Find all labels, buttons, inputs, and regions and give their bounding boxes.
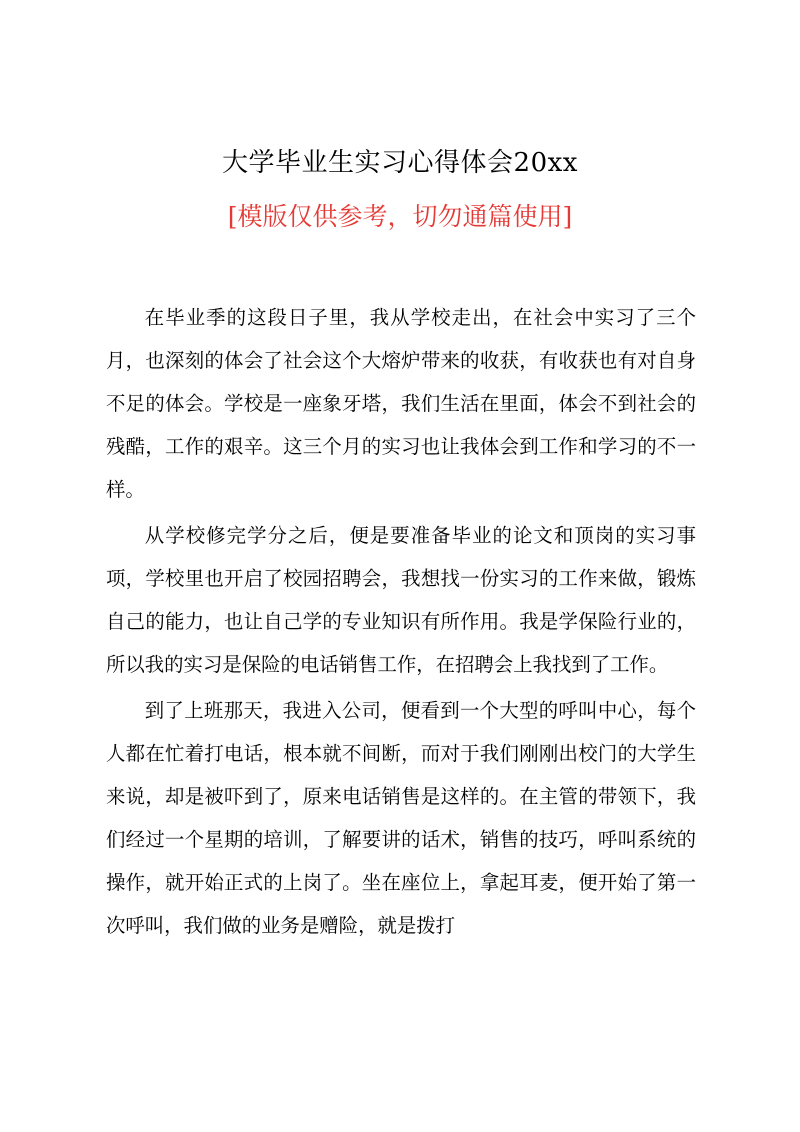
document-body bbox=[106, 296, 696, 950]
paragraph-1: 在毕业季的这段日子里，我从学校走出，在社会中实习了三个月，也深刻的体会了社会这个大熔炉带来的收获，有收获也有对自身不足的体会。学校是一座象牙塔，我们生活在里面，体会不到社会的残酷，工作的艰辛。这三个月的实习也让我体会到工作和学习的不一样。 bbox=[106, 306, 696, 501]
paragraph-3: 到了上班那天，我进入公司，便看到一个大型的呼叫中心，每个人都在忙着打电话，根本就不间断，而对于我们刚刚出校门的大学生来说，却是被吓到了，原来电话销售是这样的。在主管的带领下，我们经过一个星期的培训，了解要讲的话术，销售的技巧，呼叫系统的操作，就开始正式的上岗了。坐在座位上，拿起耳麦，便开始了第一次呼叫，我们做的业务是赠险，就是拨打 bbox=[106, 699, 696, 937]
paragraph-2: 从学校修完学分之后，便是要准备毕业的论文和顶岗的实习事项，学校里也开启了校园招聘会，我想找一份实习的工作来做，锻炼自己的能力，也让自己学的专业知识有所作用。我是学保险行业的，所以我的实习是保险的电话销售工作，在招聘会上我找到了工作。 bbox=[106, 524, 696, 676]
document-title: 大学毕业生实习心得体会20xx bbox=[222, 148, 578, 178]
template-notice: [模版仅供参考，切勿通篇使用] bbox=[227, 202, 573, 231]
